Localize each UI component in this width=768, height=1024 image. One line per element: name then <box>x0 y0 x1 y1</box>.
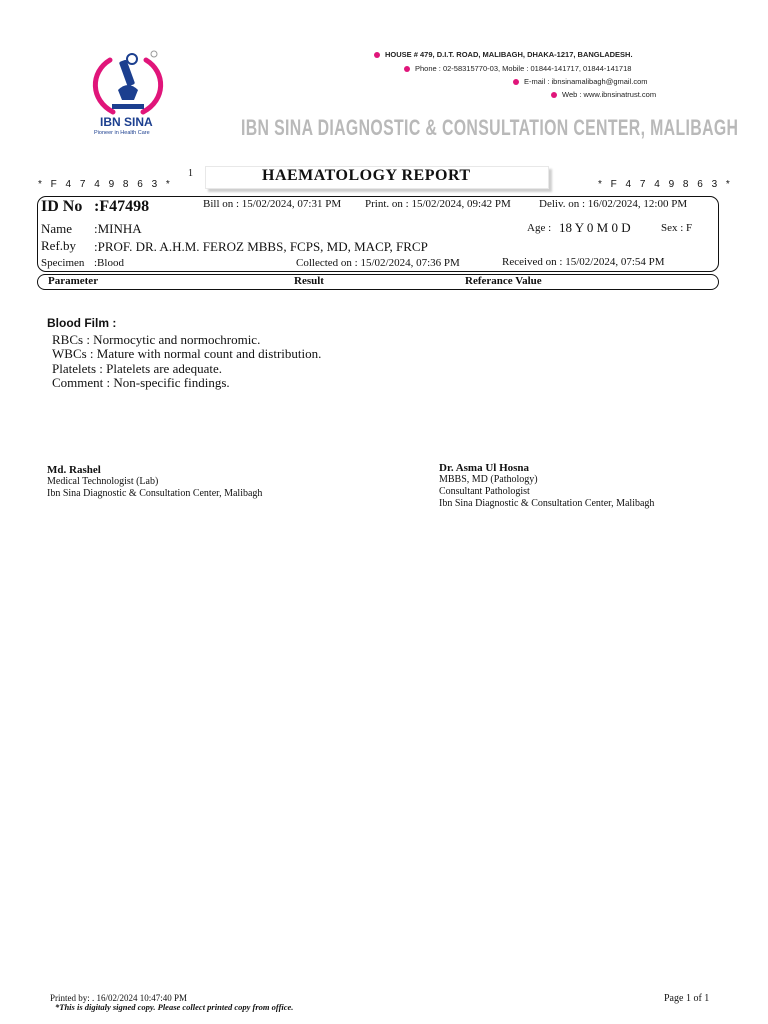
collected-on: Collected on : 15/02/2024, 07:36 PM <box>296 257 460 269</box>
bullet-icon <box>513 79 519 85</box>
name-label: Name <box>41 221 73 236</box>
sig-left-org: Ibn Sina Diagnostic & Consultation Center, Malibagh <box>47 488 263 499</box>
bullet-icon <box>374 52 380 58</box>
bill-on: Bill on : 15/02/2024, 07:31 PM <box>203 198 342 210</box>
microscope-logo-icon <box>88 50 168 120</box>
printed-by: Printed by: . 16/02/2024 10:47:40 PM <box>50 993 188 1003</box>
logo <box>88 50 168 140</box>
sig-right-org: Ibn Sina Diagnostic & Consultation Center, Malibagh <box>439 498 655 509</box>
email-text: E-mail : ibnsinamalibagh@gmail.com <box>524 77 648 86</box>
col-parameter: Parameter <box>48 275 99 287</box>
sig-right-degree: MBBS, MD (Pathology) <box>439 474 538 485</box>
contact-phone <box>404 64 631 73</box>
col-reference: Referance Value <box>465 275 542 287</box>
refby-value: :PROF. DR. A.H.M. FEROZ MBBS, FCPS, MD, MACP, FRCP <box>94 239 428 254</box>
deliv-on: Deliv. on : 16/02/2024, 12:00 PM <box>539 198 688 210</box>
refby-label: Ref.by <box>41 238 77 253</box>
phone-text: Phone : 02-58315770-03, Mobile : 01844-141717, 01844-141718 <box>415 64 632 73</box>
barcode-left: * F 4 7 4 9 8 6 3 * <box>38 179 173 190</box>
sig-right-title: Consultant Pathologist <box>439 486 530 497</box>
logo-tagline: Pioneer in Health Care <box>94 130 150 136</box>
result-line: RBCs : Normocytic and normochromic. <box>52 332 261 347</box>
logo-name: IBN SINA <box>100 115 153 129</box>
sig-left-title: Medical Technologist (Lab) <box>47 476 159 487</box>
sig-right-name: Dr. Asma Ul Hosna <box>439 462 530 474</box>
id-value: :F47498 <box>94 198 150 215</box>
age-value: 18 Y 0 M 0 D <box>559 220 631 235</box>
age-label: Age : <box>527 222 552 234</box>
sig-left-name: Md. Rashel <box>47 464 101 476</box>
signature-left <box>47 464 262 500</box>
result-line: WBCs : Mature with normal count and distribution. <box>52 346 322 361</box>
report-title: HAEMATOLOGY REPORT <box>262 167 471 184</box>
bullet-icon <box>551 92 557 98</box>
section-title: Blood Film : <box>47 316 117 330</box>
address-text: HOUSE # 479, D.I.T. ROAD, MALIBAGH, DHAKA-1217, BANGLADESH. <box>385 50 633 59</box>
specimen-label: Specimen <box>41 257 85 269</box>
sex: Sex : F <box>661 222 693 234</box>
signature-right <box>439 462 654 510</box>
bullet-icon <box>404 66 410 72</box>
page-number: Page 1 of 1 <box>664 993 710 1004</box>
web-text: Web : www.ibnsinatrust.com <box>562 90 657 99</box>
barcode-right: * F 4 7 4 9 8 6 3 * <box>598 179 733 190</box>
contact-address <box>374 50 633 59</box>
received-on: Received on : 15/02/2024, 07:54 PM <box>502 256 665 268</box>
signed-copy-note: *This is digitaly signed copy. Please collect printed copy from office. <box>55 1002 294 1012</box>
column-header-bar <box>37 274 719 290</box>
result-line: Comment : Non-specific findings. <box>52 375 230 390</box>
contact-email <box>513 77 648 86</box>
contact-web <box>551 90 656 99</box>
center-name: IBN SINA DIAGNOSTIC & CONSULTATION CENTER, MALIBAGH <box>241 115 739 140</box>
print-on: Print. on : 15/02/2024, 09:42 PM <box>365 198 511 210</box>
result-line: Platelets : Platelets are adequate. <box>52 361 223 376</box>
name-value: :MINHA <box>94 221 142 236</box>
col-result: Result <box>294 275 324 287</box>
page-marker: 1 <box>188 168 193 179</box>
specimen-value: :Blood <box>94 257 124 269</box>
id-label: ID No <box>41 198 83 215</box>
